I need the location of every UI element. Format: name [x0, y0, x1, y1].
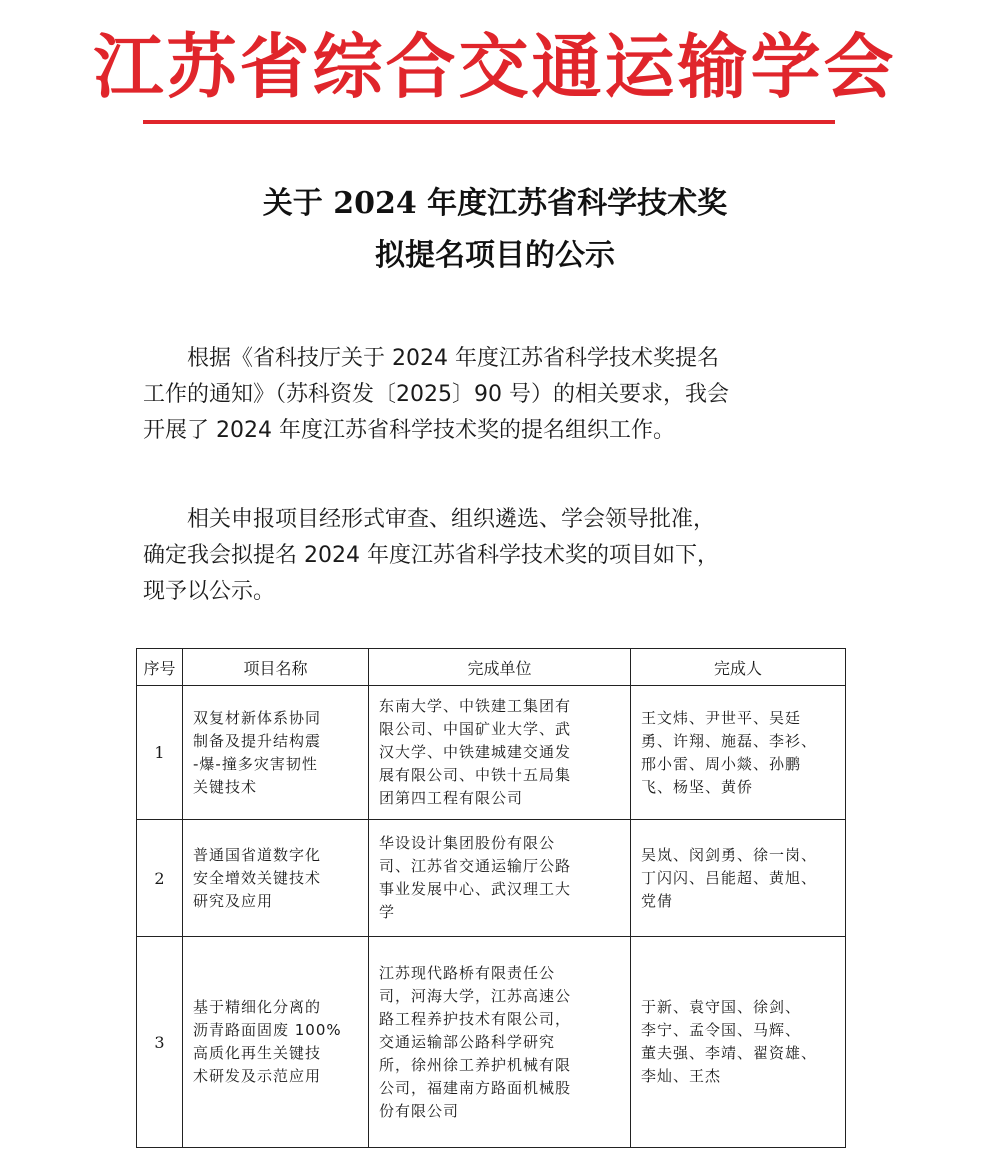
row-completing-units: 东南大学、中铁建工集团有 限公司、中国矿业大学、武 汉大学、中铁建城建交通发 展有限公司、中铁十五局集 团第四工程有限公司 — [379, 697, 572, 807]
row-completing-units: 江苏现代路桥有限责任公 司，河海大学，江苏高速公 路工程养护技术有限公司， 交通运输部公路科学研究 所，徐州徐工养护机械有限 公司，福建南方路面机械股 份有限公司 — [379, 963, 572, 1120]
paragraph-line: 相关申报项目经形式审查、组织遴选、学会领导批准， — [143, 507, 716, 532]
row-completing-units: 华设设计集团股份有限公 司、江苏省交通运输厅公路 事业发展中心、武汉理工大 学 — [379, 834, 572, 921]
paragraph-line: 根据《省科技厅关于 2024 年度江苏省科学技术奖提名 — [143, 346, 719, 371]
row-serial-number: 3 — [137, 937, 183, 1148]
header-serial-number: 序号 — [137, 649, 183, 686]
row-project-name: 普通国省道数字化 安全增效关键技术 研究及应用 — [193, 845, 322, 910]
paragraph-line: 开展了 2024 年度江苏省科学技术奖的提名组织工作。 — [143, 418, 675, 443]
row-completing-persons: 于新、袁守国、徐剑、 李宁、孟令国、马辉、 董夫强、李靖、翟资雄、 李灿、王杰 — [641, 998, 818, 1085]
letterhead-title: 江苏省综合交通运输学会 — [93, 25, 897, 108]
letterhead-divider — [143, 120, 835, 124]
notice-title-line-1: 关于 2024 年度江苏省科学技术奖 — [262, 186, 728, 221]
header-project-name: 项目名称 — [183, 649, 369, 686]
row-project-name: 双复材新体系协同 制备及提升结构震 -爆-撞多灾害韧性 关键技术 — [193, 708, 322, 796]
header-completing-units: 完成单位 — [369, 649, 631, 686]
announcement-paragraph — [143, 502, 843, 610]
nominated-projects-table — [136, 648, 846, 1148]
table-row — [137, 820, 846, 937]
paragraph-line: 现予以公示。 — [143, 579, 276, 604]
row-serial-number: 1 — [137, 686, 183, 820]
intro-paragraph — [143, 341, 843, 449]
row-completing-persons: 王文炜、尹世平、吴廷 勇、许翔、施磊、李衫、 邢小雷、周小燚、孙鹏 飞、杨坚、黄侨 — [641, 708, 818, 796]
row-serial-number: 2 — [137, 820, 183, 937]
notice-title-line-2: 拟提名项目的公示 — [375, 238, 615, 273]
table-row — [137, 686, 846, 820]
table-row — [137, 937, 846, 1148]
paragraph-line: 工作的通知》（苏科资发〔2025〕90 号）的相关要求，我会 — [143, 382, 729, 407]
table-header-row — [137, 649, 846, 686]
paragraph-line: 确定我会拟提名 2024 年度江苏省科学技术奖的项目如下， — [143, 543, 719, 568]
row-project-name: 基于精细化分离的 沥青路面固废 100% 高质化再生关键技 术研发及示范应用 — [193, 998, 342, 1085]
row-completing-persons: 吴岚、闵剑勇、徐一岗、 丁闪闪、吕能超、黄旭、 党倩 — [641, 845, 818, 910]
header-completing-persons: 完成人 — [631, 649, 846, 686]
